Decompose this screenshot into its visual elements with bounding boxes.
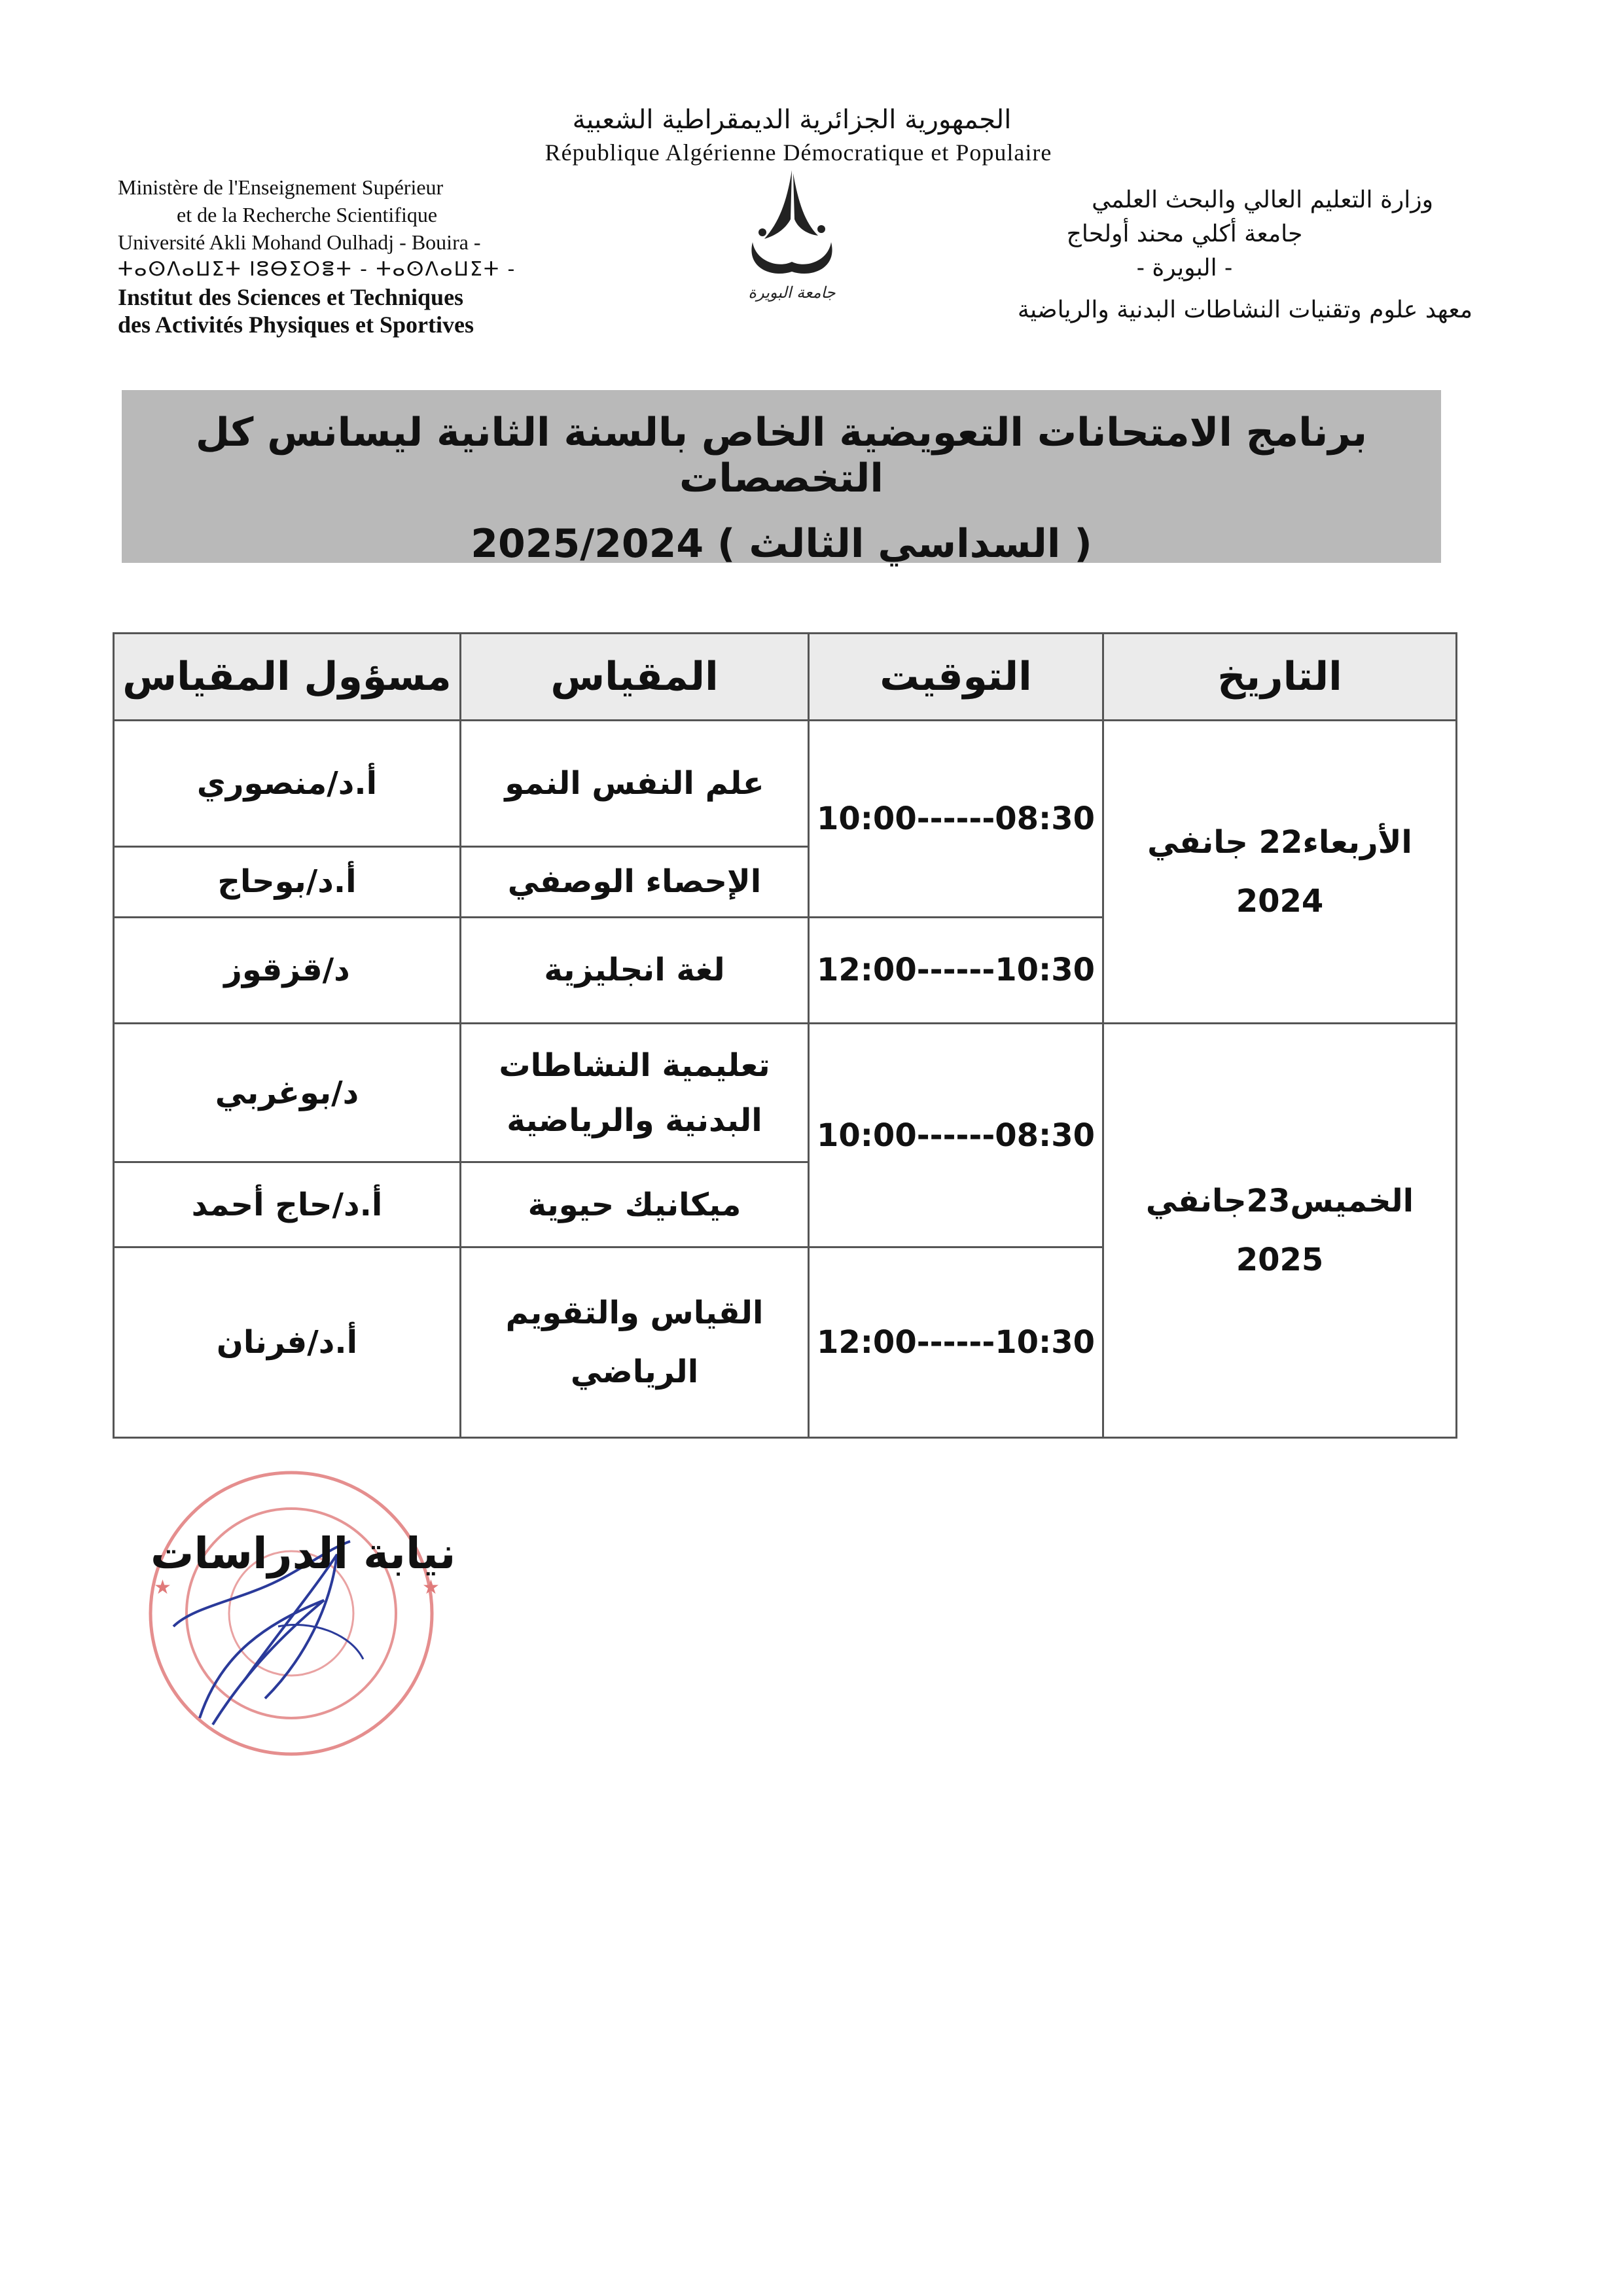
responsible-cell: أ.د/حاج أحمد — [114, 1162, 461, 1247]
responsible-cell: د/قزقوز — [114, 917, 461, 1023]
university-ar: جامعة أكلي محند أولحاج — [1066, 221, 1303, 247]
institute-fr-line2: des Activités Physiques et Sportives — [118, 312, 474, 338]
svg-text:★: ★ — [422, 1576, 440, 1599]
table-header-row — [114, 634, 1457, 721]
responsible-cell: أ.د/منصوري — [114, 721, 461, 846]
module-cell: لغة انجليزية — [461, 917, 809, 1023]
logo-caption: جامعة البويرة — [748, 283, 836, 302]
module-line2: البدنية والرياضية — [507, 1102, 762, 1139]
date-cell — [1103, 721, 1457, 1024]
header-date: التاريخ — [1103, 634, 1457, 721]
table-row — [114, 721, 1457, 846]
responsible-cell: أ.د/فرنان — [114, 1247, 461, 1438]
date-cell — [1103, 1023, 1457, 1437]
header-responsible: مسؤول المقياس — [114, 634, 461, 721]
time-cell: 12:00------10:30 — [809, 917, 1103, 1023]
institute-fr-line1: Institut des Sciences et Techniques — [118, 284, 464, 310]
date-day1-line2: 2024 — [1236, 883, 1324, 920]
module-cell — [461, 1023, 809, 1162]
ministry-fr-line2: et de la Recherche Scientifique — [177, 203, 438, 226]
time-cell: 12:00------10:30 — [809, 1247, 1103, 1438]
header-right-block — [936, 183, 1472, 327]
title-banner — [122, 390, 1441, 567]
module-line1: تعليمية النشاطات — [499, 1047, 770, 1084]
title-line1: برنامج الامتحانات التعويضية الخاص بالسنة الثانية ليسانس كل التخصصات — [195, 410, 1368, 501]
module-cell — [461, 1247, 809, 1438]
university-fr: Université Akli Mohand Oulhadj - Bouira - — [118, 230, 481, 254]
ministry-ar: وزارة التعليم العالي والبحث العلمي — [1092, 187, 1433, 213]
time-cell: 10:00------08:30 — [809, 721, 1103, 917]
title-line2: ( السداسي الثالث ) 2025/2024 — [471, 521, 1092, 567]
time-cell: 10:00------08:30 — [809, 1023, 1103, 1247]
module-cell: ميكانيك حيوية — [461, 1162, 809, 1247]
module-line2: الرياضي — [570, 1354, 699, 1391]
country-name-french: République Algérienne Démocratique et Populaire — [544, 139, 1052, 166]
country-name-arabic: الجمهورية الجزائرية الديمقراطية الشعبية — [572, 105, 1012, 135]
exam-schedule-table — [113, 632, 1457, 1439]
header-left-block — [118, 173, 641, 338]
module-cell: الإحصاء الوصفي — [461, 846, 809, 917]
signature-label: نيابة الدراسات — [151, 1528, 456, 1579]
table-row — [114, 1023, 1457, 1162]
date-day2-line1: الخميس23جانفي — [1145, 1182, 1414, 1219]
date-day2-line2: 2025 — [1236, 1241, 1324, 1278]
ministry-fr-line1: Ministère de l'Enseignement Supérieur — [118, 175, 444, 199]
city-ar: - البويرة - — [1136, 255, 1233, 281]
institute-ar: معهد علوم وتقنيات النشاطات البدنية والرياضية — [1017, 296, 1472, 323]
university-tifinagh: ⵜⴰⵙⴷⴰⵡⵉⵜ ⵏⵓⴱⵉⵔⴻⵜ - ⵜⴰⵙⴷⴰⵡⵉⵜ - — [118, 258, 516, 281]
svg-text:★: ★ — [154, 1576, 171, 1599]
official-stamp — [115, 1463, 455, 1764]
header-module: المقياس — [461, 634, 809, 721]
module-line1: القياس والتقويم — [505, 1295, 764, 1332]
university-logo — [713, 164, 870, 308]
module-cell: علم النفس النمو — [461, 721, 809, 846]
responsible-cell: د/بوغربي — [114, 1023, 461, 1162]
date-day1-line1: الأربعاء22 جانفي — [1147, 824, 1412, 861]
header-time: التوقيت — [809, 634, 1103, 721]
responsible-cell: أ.د/بوحاج — [114, 846, 461, 917]
